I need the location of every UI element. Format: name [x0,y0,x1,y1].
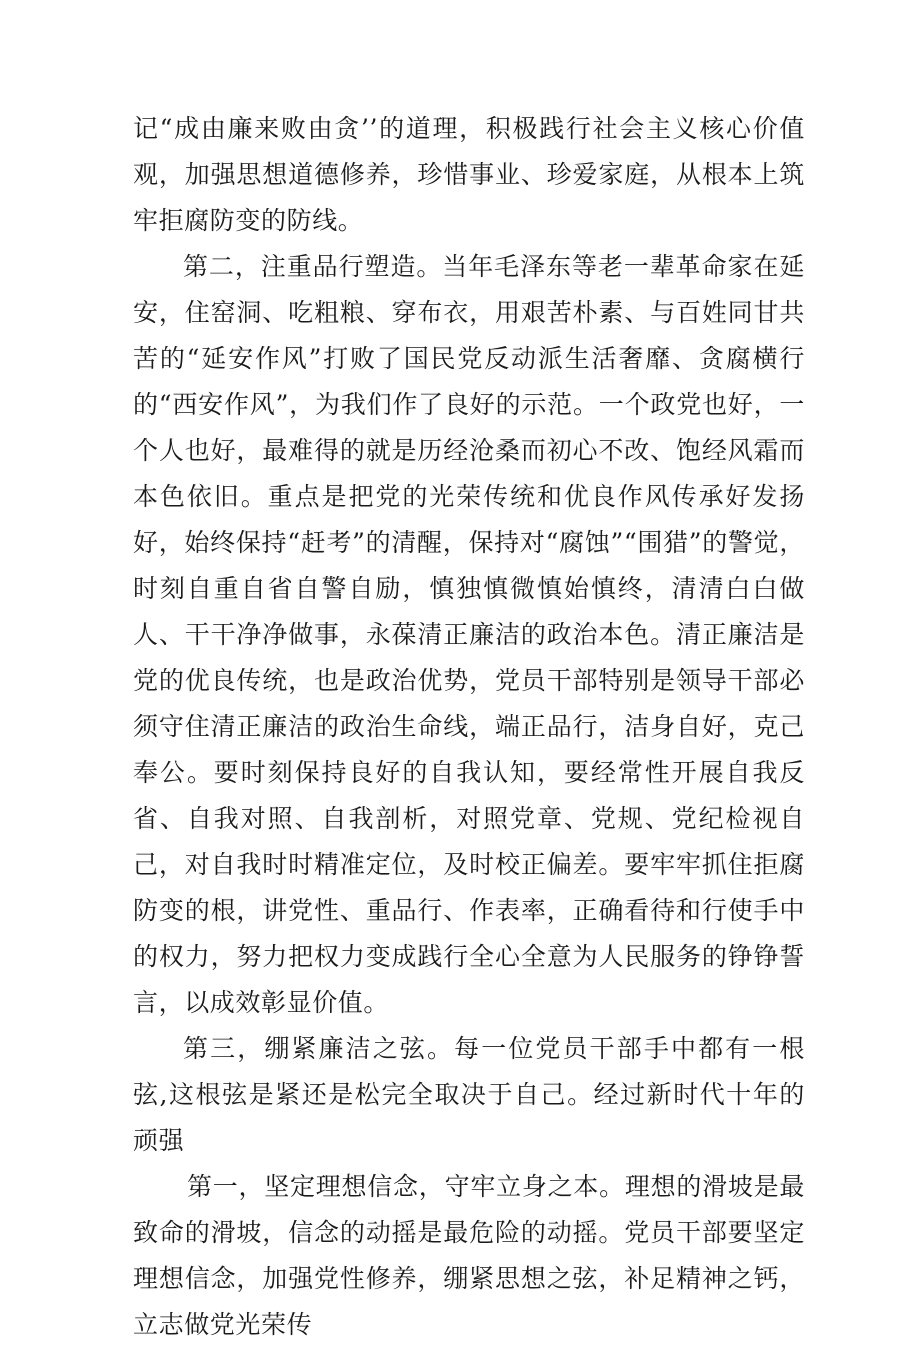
paragraph-2: 第二，注重品行塑造。当年毛泽东等老一辈革命家在延安，住窑洞、吃粗粮、穿布衣，用艰苦朴素、与百姓同甘共苦的“延安作风”打败了国民党反动派生活奢靡、贪腐横行的“西安作风”，为我们作了良好的示范。一个政党也好，一个人也好，最难得的就是历经沧桑而初心不改、饱经风霜而本色依旧。重点是把党的光荣传统和优良作风传承好发扬好，始终保持“赶考”的清醒，保持对“腐蚀”“围猎”的警觉，时刻自重自省自警自励，慎独慎微慎始慎终，清清白白做人、干干净净做事，永葆清正廉洁的政治本色。清正廉洁是党的优良传统，也是政治优势，党员干部特别是领导干部必须守住清正廉洁的政治生命线，端正品行，洁身自好，克己奉公。要时刻保持良好的自我认知，要经常性开展自我反省、自我对照、自我剖析，对照党章、党规、党纪检视自己，对自我时时精准定位，及时校正偏差。要牢牢抓住拒腐防变的根，讲党性、重品行、作表率，正确看待和行使手中的权力，努力把权力变成践行全心全意为人民服务的铮铮誓言，以成效彰显价值。 [133,252,805,1017]
paragraph-1: 记“成由廉来败由贪’’的道理，积极践行社会主义核心价值观，加强思想道德修养，珍惜事业、珍爱家庭，从根本上筑牢拒腐防变的防线。 [133,114,805,235]
document-body [133,106,805,1348]
paragraph-4: 第一，坚定理想信念，守牢立身之本。理想的滑坡是最致命的滑坡，信念的动摇是最危险的动摇。党员干部要坚定理想信念，加强党性修养，绷紧思想之弦，补足精神之钙，立志做党光荣传 [133,1172,805,1339]
paragraph-3: 第三，绷紧廉洁之弦。每一位党员干部手中都有一根弦,这根弦是紧还是松完全取决于自己。经过新时代十年的顽强 [133,1034,805,1155]
